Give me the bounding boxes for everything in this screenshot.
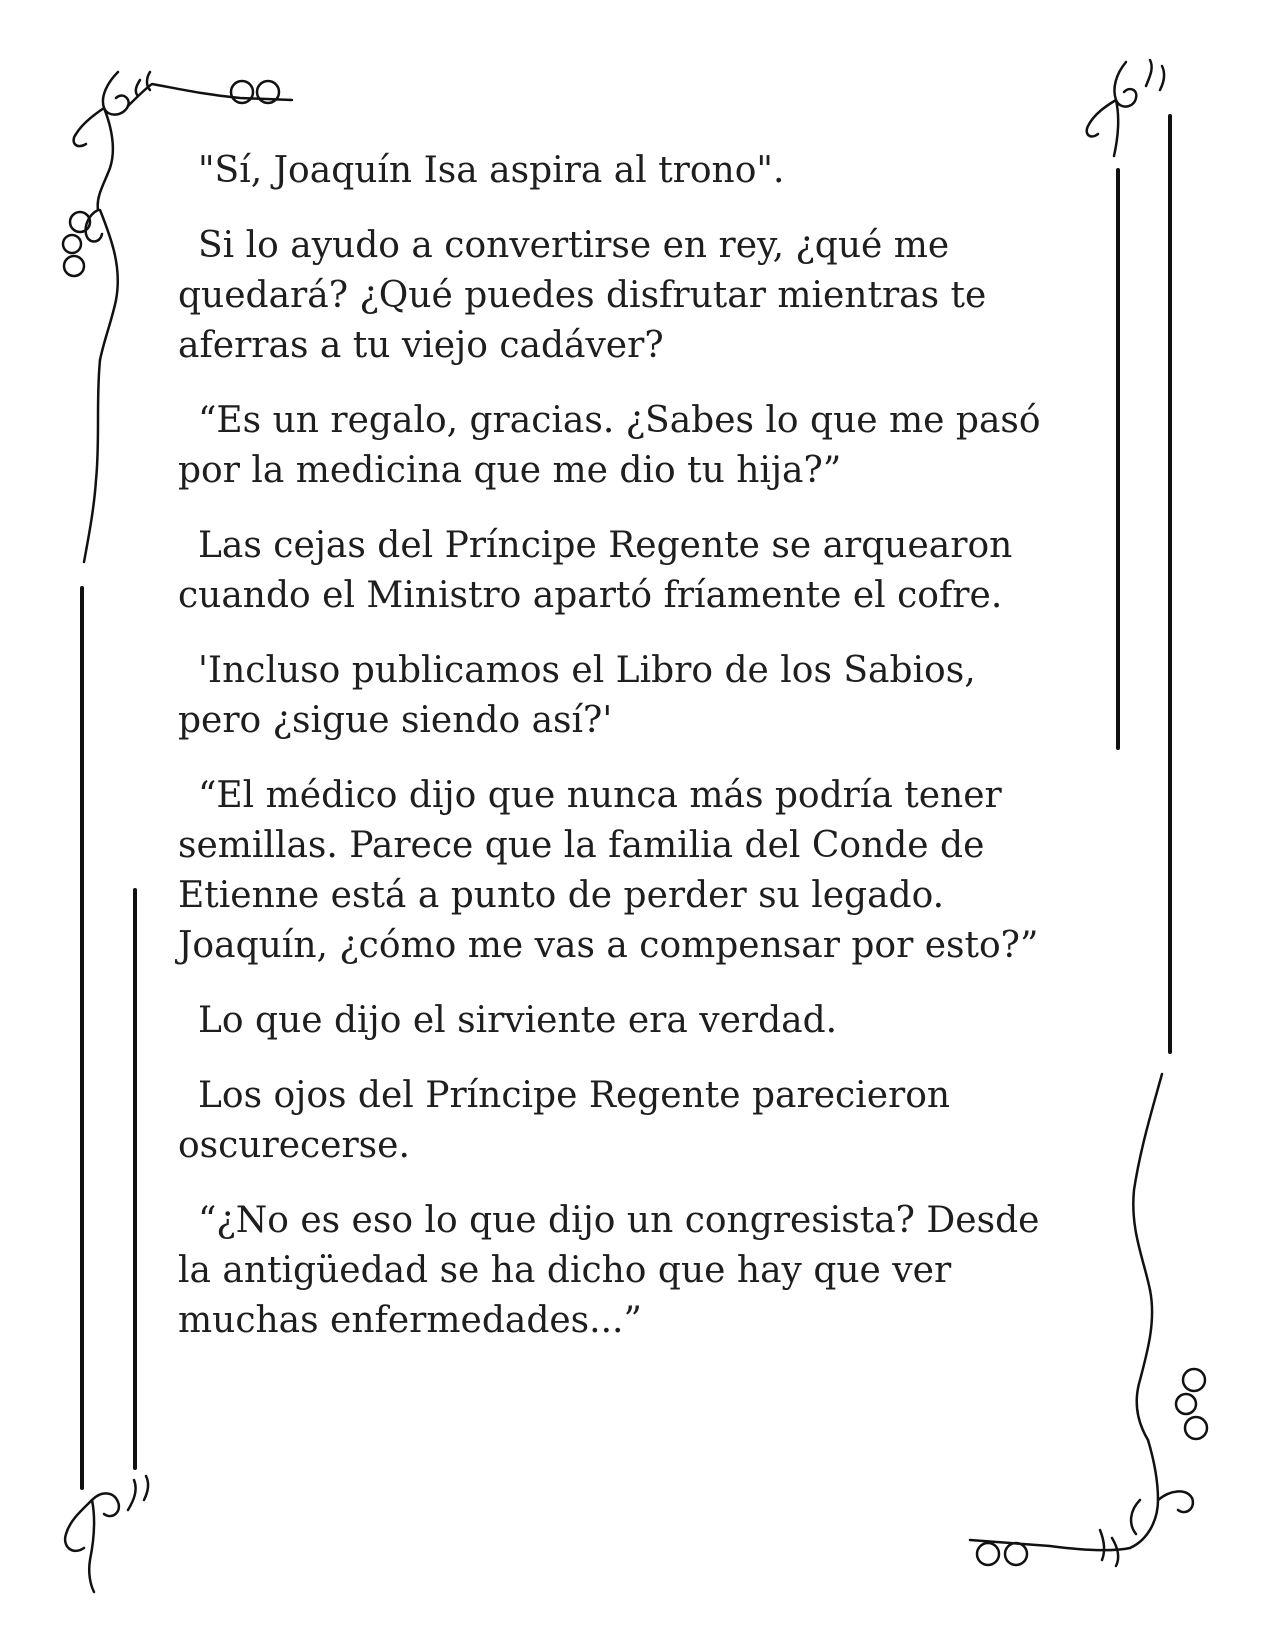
text-line: "Sí, Joaquín Isa aspira al trono". xyxy=(198,150,785,191)
text-line: semillas. Parece que la familia del Conde de xyxy=(178,825,985,866)
paragraph xyxy=(178,396,1078,496)
text-line: “Es un regalo, gracias. ¿Sabes lo que me pasó xyxy=(198,400,1041,441)
text-line: por la medicina que me dio tu hija?” xyxy=(178,450,842,491)
text-line: Joaquín, ¿cómo me vas a compensar por esto?” xyxy=(178,925,1039,966)
paragraph xyxy=(178,1071,1078,1171)
text-line: oscurecerse. xyxy=(178,1125,410,1166)
top-right-flourish-ornament xyxy=(1087,60,1164,156)
paragraph xyxy=(178,1196,1078,1346)
text-line: pero ¿sigue siendo así?' xyxy=(178,700,613,741)
text-line: aferras a tu viejo cadáver? xyxy=(178,325,664,366)
text-line: Las cejas del Príncipe Regente se arquearon xyxy=(198,525,1013,566)
paragraph xyxy=(178,221,1078,371)
story-text xyxy=(178,146,1078,1371)
text-line: 'Incluso publicamos el Libro de los Sabios, xyxy=(198,650,976,691)
text-line: la antigüedad se ha dicho que hay que ver xyxy=(178,1250,952,1291)
text-line: Lo que dijo el sirviente era verdad. xyxy=(198,1000,838,1041)
text-line: Etienne está a punto de perder su legado. xyxy=(178,875,945,916)
text-line: cuando el Ministro apartó fríamente el cofre. xyxy=(178,575,1003,616)
text-line: quedará? ¿Qué puedes disfrutar mientras te xyxy=(178,275,987,316)
paragraph xyxy=(178,996,1078,1046)
text-line: Si lo ayudo a convertirse en rey, ¿qué me xyxy=(198,225,950,266)
bottom-left-flourish-ornament xyxy=(65,1476,148,1592)
paragraph xyxy=(178,146,1078,196)
text-line: muchas enfermedades...” xyxy=(178,1300,642,1341)
paragraph xyxy=(178,646,1078,746)
text-line: Los ojos del Príncipe Regente parecieron xyxy=(198,1075,951,1116)
paragraph xyxy=(178,521,1078,621)
paragraph xyxy=(178,771,1078,971)
text-line: “¿No es eso lo que dijo un congresista? Desde xyxy=(198,1200,1040,1241)
text-line: “El médico dijo que nunca más podría tener xyxy=(198,775,1002,816)
